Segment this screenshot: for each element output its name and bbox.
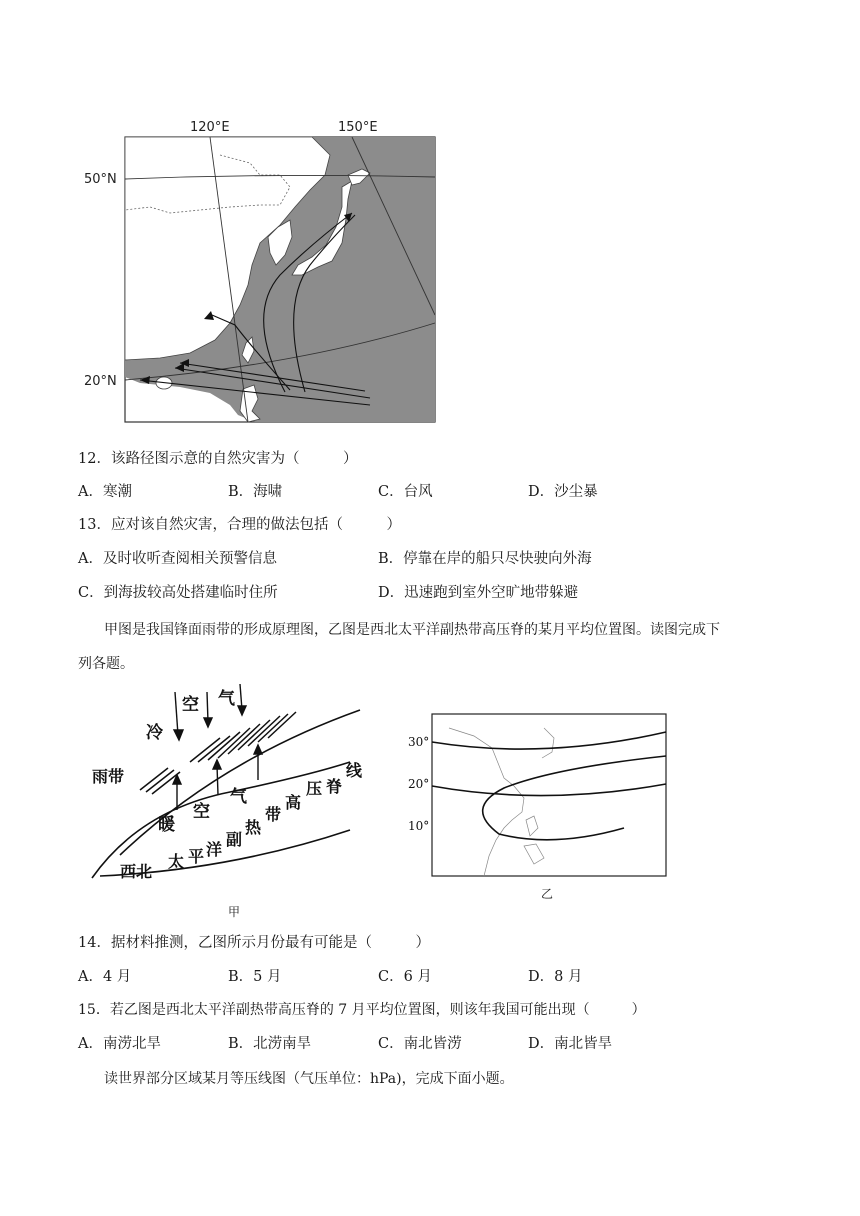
- intro-paragraph-2-line2: 列各题。: [78, 656, 134, 672]
- warm-air-char-1: 暖: [158, 815, 175, 835]
- typhoon-path-map: [80, 115, 450, 430]
- intro-paragraph-2-line1: 甲图是我国锋面雨带的形成原理图，乙图是西北太平洋副热带高压脊的某月平均位置图。读图完成下: [104, 622, 720, 638]
- lat-label-30: 30°: [408, 735, 430, 749]
- high-label-11: 线: [346, 761, 363, 780]
- option-b[interactable]: B．北涝南旱: [228, 1036, 312, 1052]
- frontal-rainbelt-diagram: [80, 680, 410, 920]
- high-label-3: 平: [188, 847, 205, 866]
- option-d[interactable]: D．沙尘暴: [528, 484, 598, 500]
- subtropical-high-map: [404, 708, 674, 908]
- lat-label-20n: 20°N: [84, 374, 117, 389]
- option-a[interactable]: A．寒潮: [78, 484, 132, 500]
- option-b[interactable]: B．停靠在岸的船只尽快驶向外海: [378, 551, 592, 567]
- lat-label-20: 20°: [408, 777, 430, 791]
- high-label-7: 带: [265, 805, 282, 824]
- lon-label-120e: 120°E: [190, 120, 230, 135]
- question-15-stem: 15．若乙图是西北太平洋副热带高压脊的 7 月平均位置图，则该年我国可能出现（ ）: [78, 1002, 646, 1018]
- option-b[interactable]: B．5 月: [228, 969, 282, 985]
- option-a[interactable]: A．及时收听查阅相关预警信息: [78, 551, 277, 567]
- lat-label-10: 10°: [408, 819, 430, 833]
- high-label-4: 洋: [206, 840, 223, 859]
- intro-paragraph-3: 读世界部分区域某月等压线图（气压单位：hPa)，完成下面小题。: [104, 1071, 514, 1087]
- high-label-2: 太: [168, 852, 185, 871]
- option-a[interactable]: A．南涝北旱: [78, 1036, 161, 1052]
- option-c[interactable]: C．6 月: [378, 969, 432, 985]
- cold-air-char-3: 气: [218, 689, 235, 709]
- question-12-stem: 12．该路径图示意的自然灾害为（ ）: [78, 451, 358, 467]
- option-c[interactable]: C．到海拔较高处搭建临时住所: [78, 585, 278, 601]
- option-d[interactable]: D．南北皆旱: [528, 1036, 613, 1052]
- high-label-6: 热: [245, 818, 262, 837]
- lat-label-50n: 50°N: [84, 172, 117, 187]
- figure-jia-caption: 甲: [228, 905, 241, 919]
- warm-air-char-3: 气: [230, 787, 247, 807]
- option-b[interactable]: B．海啸: [228, 484, 283, 500]
- question-14-stem: 14．据材料推测，乙图所示月份最有可能是（ ）: [78, 935, 430, 951]
- cold-air-char-1: 冷: [146, 723, 163, 743]
- high-label-10: 脊: [326, 777, 343, 796]
- option-c[interactable]: C．台风: [378, 484, 433, 500]
- lon-label-150e: 150°E: [338, 120, 378, 135]
- option-a[interactable]: A．4 月: [78, 969, 132, 985]
- rainbelt-label: 雨带: [92, 767, 125, 786]
- question-13-stem: 13．应对该自然灾害，合理的做法包括（ ）: [78, 517, 401, 533]
- warm-air-char-2: 空: [193, 802, 210, 822]
- cold-air-char-2: 空: [182, 695, 199, 715]
- option-d[interactable]: D．8 月: [528, 969, 583, 985]
- high-label-5: 副: [226, 830, 243, 849]
- high-label-9: 压: [306, 779, 323, 798]
- high-label-1: 西北: [120, 862, 153, 881]
- high-label-8: 高: [285, 793, 302, 812]
- option-d[interactable]: D．迅速跑到室外空旷地带躲避: [378, 585, 579, 601]
- figure-yi-caption: 乙: [541, 887, 554, 901]
- option-c[interactable]: C．南北皆涝: [378, 1036, 462, 1052]
